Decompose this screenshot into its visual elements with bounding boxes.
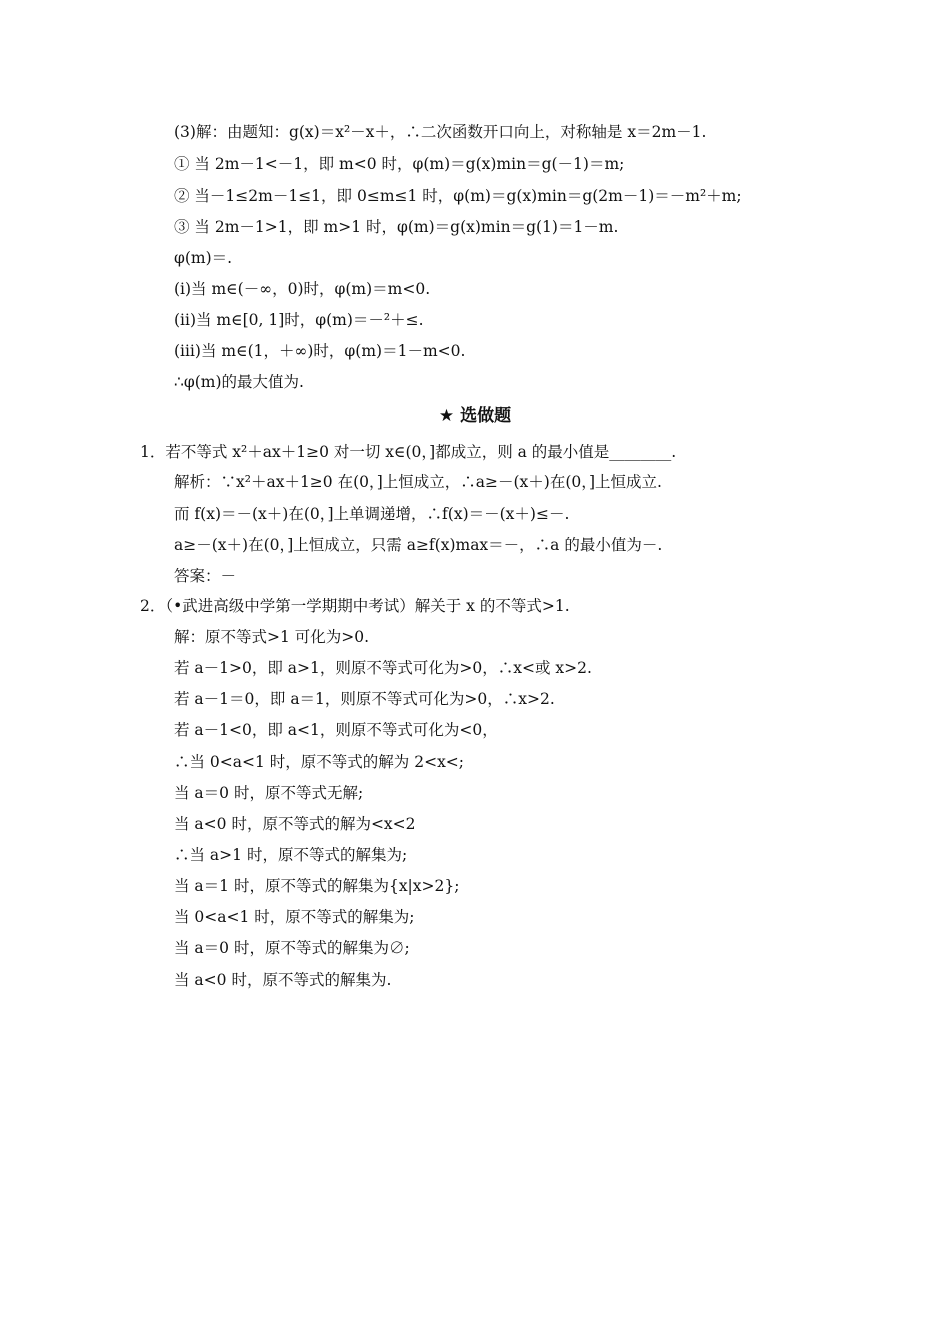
part3-line-6: (ⅰ)当 m∈(－∞，0)时，φ(m)＝m<0.: [174, 280, 431, 298]
part3-line-8: (ⅲ)当 m∈(1，＋∞)时，φ(m)＝1－m<0.: [174, 342, 466, 360]
problem2-line-3: 若 a－1>0，即 a>1，则原不等式可化为>0，∴x<或 x>2.: [174, 659, 592, 677]
problem1-line-4: a≥－(x＋)在(0，]上恒成立，只需 a≥f(x)max＝－，∴a 的最小值为－.: [174, 536, 663, 554]
part3-line-2: ① 当 2m－1<－1，即 m<0 时，φ(m)＝g(x)min＝g(－1)＝m;: [174, 155, 625, 173]
problem2-line-2: 解：原不等式>1 可化为>0.: [174, 628, 370, 646]
problem2-line-1: 2．（•武进高级中学第一学期期中考试）解关于 x 的不等式>1.: [140, 597, 570, 615]
problem1-answer: 答案：－: [174, 567, 237, 585]
part3-line-4: ③ 当 2m－1>1，即 m>1 时，φ(m)＝g(x)min＝g(1)＝1－m.: [174, 218, 619, 236]
problem2-line-8: 当 a<0 时，原不等式的解为<x<2: [174, 815, 416, 833]
problem2-line-4: 若 a－1＝0，即 a＝1，则原不等式可化为>0，∴x>2.: [174, 690, 555, 708]
problem2-line-9: ∴当 a>1 时，原不等式的解集为;: [174, 846, 408, 864]
problem2-line-13: 当 a<0 时，原不等式的解集为.: [174, 971, 392, 989]
problem2-line-6: ∴当 0<a<1 时，原不等式的解为 2<x<;: [174, 753, 465, 771]
problem2-line-12: 当 a＝0 时，原不等式的解集为∅;: [174, 939, 410, 957]
problem2-line-10: 当 a＝1 时，原不等式的解集为{x|x>2};: [174, 877, 460, 895]
problem2-line-5: 若 a－1<0，即 a<1，则原不等式可化为<0，: [174, 721, 498, 739]
problem1-line-3: 而 f(x)＝－(x＋)在(0，]上单调递增，∴f(x)＝－(x＋)≤－.: [174, 505, 570, 523]
problem2-line-11: 当 0<a<1 时，原不等式的解集为;: [174, 908, 415, 926]
problem1-line-1: 1．若不等式 x²＋ax＋1≥0 对一切 x∈(0，]都成立，则 a 的最小值是________.: [140, 443, 677, 461]
section-title: ★ 选做题: [438, 406, 512, 426]
part3-line-5: φ(m)＝.: [174, 249, 233, 267]
part3-line-9: ∴φ(m)的最大值为.: [174, 373, 304, 391]
part3-line-1: (3)解：由题知：g(x)＝x²－x＋，∴二次函数开口向上，对称轴是 x＝2m－1.: [174, 123, 707, 141]
part3-line-3: ② 当－1≤2m－1≤1，即 0≤m≤1 时，φ(m)＝g(x)min＝g(2m－1)＝－m²＋m;: [174, 187, 742, 205]
part3-line-7: (ⅱ)当 m∈[0, 1]时，φ(m)＝－²＋≤.: [174, 311, 424, 329]
problem2-line-7: 当 a＝0 时，原不等式无解;: [174, 784, 364, 802]
problem1-line-2: 解析：∵x²＋ax＋1≥0 在(0，]上恒成立，∴a≥－(x＋)在(0，]上恒成立.: [174, 473, 662, 491]
